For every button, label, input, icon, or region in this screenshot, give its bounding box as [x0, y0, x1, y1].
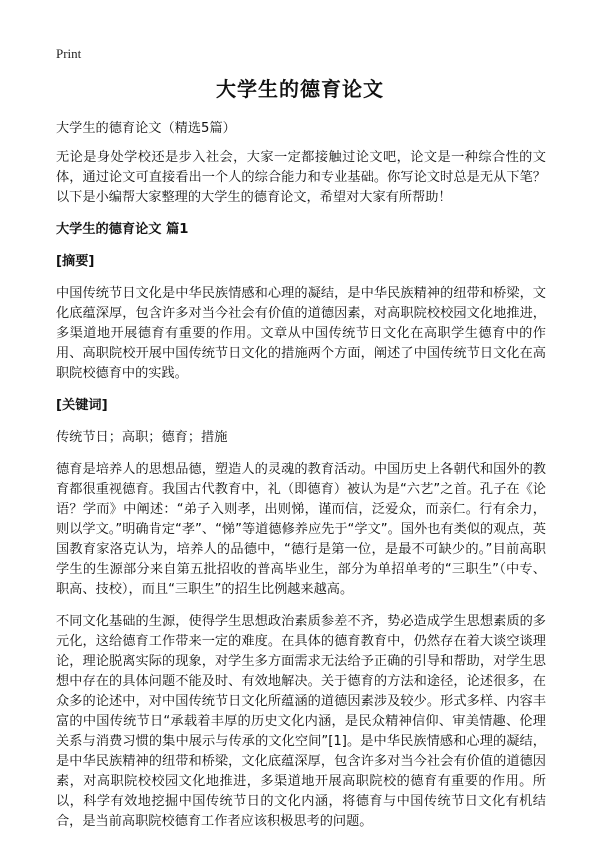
keywords-label: [关键词]	[56, 398, 108, 413]
print-link[interactable]: Print	[56, 46, 82, 61]
keywords-line: 传统节日；高职；德育；措施	[56, 430, 228, 445]
intro-paragraph: 无论是身处学校还是步入社会，大家一定都接触过论文吧，论文是一种综合性的文体，通过论文可直接看出一个人的综合能力和专业基础。你写论文时总是无从下笔？以下是小编帮大家整理的大学生的德育论文，希望对大家有所帮助！	[56, 150, 546, 205]
abstract-paragraph: 中国传统节日文化是中华民族情感和心理的凝结，是中华民族精神的纽带和桥梁，文化底蕴深厚，包含许多对当今社会有价值的道德因素，对高职院校校园文化地推进，多渠道地开展德育有重要的作用。文章从中国传统节日文化在高职学生德育中的作用、高职院校开展中国传统节日文化的措施两个方面，阐述了中国传统节日文化在高职院校德育中的实践。	[56, 286, 546, 381]
article-body	[56, 119, 546, 844]
page-title: 大学生的德育论文	[216, 77, 384, 101]
abstract-label: [摘要]	[56, 254, 95, 269]
body-paragraph-1: 德育是培养人的思想品德，塑造人的灵魂的教育活动。中国历史上各朝代和国外的教育都很重视德育。我国古代教育中，礼（即德育）被认为是“六艺”之首。孔子在《论语？学而》中阐述：“弟子入则孝，出则悌，谨而信，泛爱众，而亲仁。行有余力，则以学文。”明确肯定“孝”、“悌”等道德修养应先于“学文”。国外也有类似的观点，英国教育家洛克认为，培养人的品德中，“德行是第一位，是最不可缺少的。”目前高职学生的生源部分来自第五批招收的普高毕业生，部分为单招单考的“三职生”（中专、职高、技校），而且“三职生”的招生比例越来越高。	[56, 462, 546, 597]
article-subtitle: 大学生的德育论文（精选5篇）	[56, 121, 236, 136]
body-paragraph-2: 不同文化基础的生源，使得学生思想政治素质参差不齐，势必造成学生思想素质的多元化，这给德育工作带来一定的难度。在具体的德育教育中，仍然存在着大谈空谈理论，理论脱离实际的现象，对学生多方面需求无法给予正确的引导和帮助，对学生思想中存在的具体问题不能及时、有效地解决。关于德育的方法和途径，论述很多，在众多的论述中，对中国传统节日文化所蕴涵的道德因素涉及较少。形式多样、内容丰富的中国传统节日“承载着丰厚的历史文化内涵，是民众精神信仰、审美情趣、伦理关系与消费习惯的集中展示与传承的文化空间”[1]。是中华民族情感和心理的凝结，是中华民族精神的纽带和桥梁，文化底蕴深厚，包含许多对当今社会有价值的道德因素，对高职院校校园文化地推进，多渠道地开展高职院校的德育有重要的作用。所以，科学有效地挖掘中国传统节日的文化内涵，将德育与中国传统节日文化有机结合，是当前高职院校德育工作者应该积极思考的问题。	[56, 614, 546, 829]
section-heading: 大学生的德育论文 篇1	[56, 222, 189, 237]
